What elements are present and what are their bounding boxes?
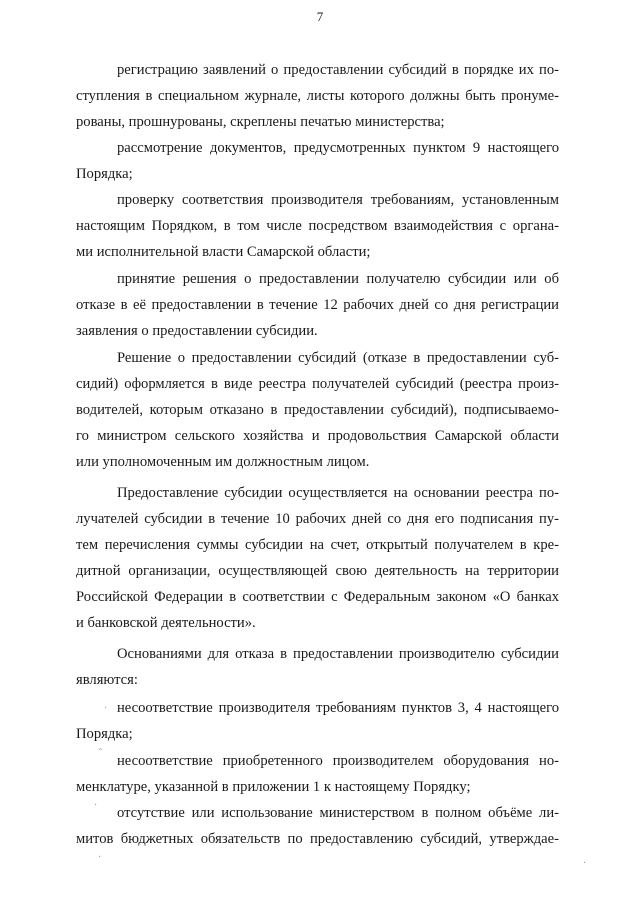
scan-speck: ·: [94, 800, 98, 811]
text-line: тем перечисления суммы субсидии на счет, открытый получателем в кре-: [76, 537, 559, 553]
scan-speck: ·: [98, 852, 102, 863]
scan-speck: ˆ: [98, 748, 103, 759]
text-line: несоответствие приобретенного производителем оборудования но-: [117, 753, 559, 769]
text-line: ступления в специальном журнале, листы которого должны быть пронуме-: [76, 88, 559, 104]
text-line: рованы, прошнурованы, скреплены печатью министерства;: [76, 114, 445, 130]
text-line: лучателей субсидии в течение 10 рабочих дней со дня его подписания пу-: [76, 511, 559, 527]
text-line: митов бюджетных обязательств по предоставлению субсидий, утверждае-: [76, 831, 559, 847]
text-line: водителей, которым отказано в предоставлении субсидий), подписываемо-: [76, 402, 559, 418]
text-line: отсутствие или использование министерством в полном объёме ли-: [117, 805, 559, 821]
text-line: рассмотрение документов, предусмотренных пунктом 9 настоящего: [117, 140, 559, 156]
text-line: регистрацию заявлений о предоставлении субсидий в порядке их по-: [117, 62, 559, 78]
text-line: несоответствие производителя требованиям пунктов 3, 4 настоящего: [117, 700, 559, 716]
text-line: Основаниями для отказа в предоставлении производителю субсидии: [117, 646, 559, 662]
text-line: и банковской деятельности».: [76, 615, 256, 631]
text-line: Российской Федерации в соответствии с Федеральным законом «О банках: [76, 589, 559, 605]
text-line: проверку соответствия производителя требованиям, установленным: [117, 192, 559, 208]
text-line: дитной организации, осуществляющей свою деятельность на территории: [76, 563, 559, 579]
text-line: принятие решения о предоставлении получателю субсидии или об: [117, 271, 559, 287]
text-line: Решение о предоставлении субсидий (отказе в предоставлении суб-: [117, 350, 559, 366]
text-line: являются:: [76, 672, 138, 688]
scan-speck: ·: [104, 703, 108, 714]
text-line: менклатуре, указанной в приложении 1 к настоящему Порядку;: [76, 779, 471, 795]
text-line: заявления о предоставлении субсидии.: [76, 323, 318, 339]
text-line: Порядка;: [76, 726, 133, 742]
text-line: Порядка;: [76, 166, 133, 182]
text-line: го министром сельского хозяйства и продовольствия Самарской области: [76, 428, 559, 444]
scan-speck: ·: [583, 858, 587, 869]
text-line: отказе в её предоставлении в течение 12 рабочих дней со дня регистрации: [76, 297, 559, 313]
text-line: или уполномоченным им должностным лицом.: [76, 454, 370, 470]
text-line: сидий) оформляется в виде реестра получателей субсидий (реестра произ-: [76, 376, 559, 392]
text-line: настоящим Порядком, в том числе посредством взаимодействия с органа-: [76, 218, 559, 234]
text-line: ми исполнительной власти Самарской области;: [76, 244, 371, 260]
text-line: Предоставление субсидии осуществляется на основании реестра по-: [117, 485, 559, 501]
page-number: 7: [316, 9, 324, 24]
